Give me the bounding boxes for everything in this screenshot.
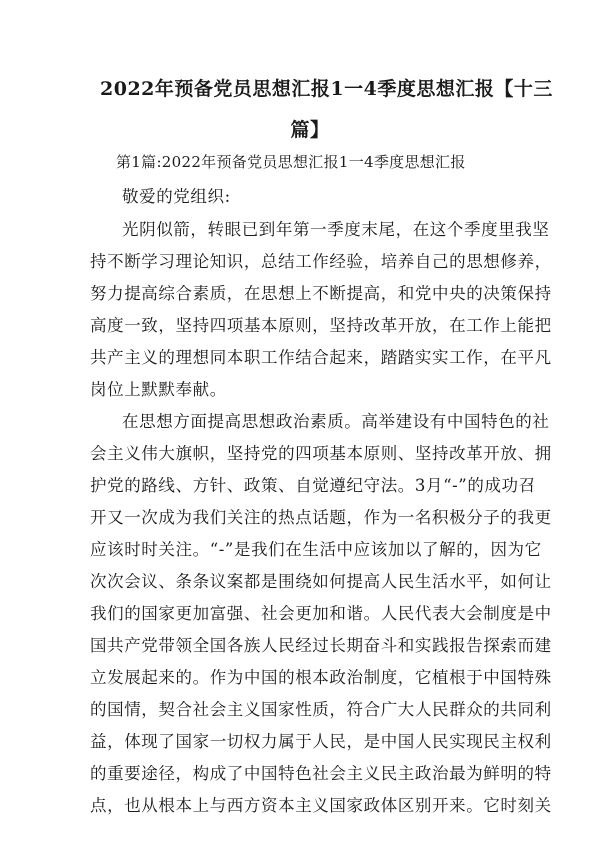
body-line: 岗位上默默奉献。 (90, 380, 227, 399)
body-line: 的重要途径，构成了中国特色社会主义民主政治最为鲜明的特 (90, 764, 552, 783)
body-line: 会主义伟大旗帜，坚持党的四项基本原则、坚持改革开放、拥 (90, 444, 552, 463)
body-line: 应该时时关注。“-”是我们在生活中应该加以了解的，因为它 (90, 540, 542, 559)
body-line: 点，也从根本上与西方资本主义国家政体区别开来。它时刻关 (90, 796, 552, 815)
body-line: 高度一致，坚持四项基本原则，坚持改革开放，在工作上能把 (90, 316, 552, 335)
body-line: 努力提高综合素质，在思想上不断提高，和党中央的决策保持 (90, 284, 552, 303)
document-title-line-2: 篇】 (290, 119, 330, 141)
article-subtitle: 第1篇:2022年预备党员思想汇报1一4季度思想汇报 (116, 153, 466, 171)
body-line: 护党的路线、方针、政策、自觉遵纪守法。3月“-”的成功召 (90, 476, 536, 495)
body-line: 立发展起来的。作为中国的根本政治制度，它植根于中国特殊 (90, 668, 552, 687)
body-line: 开又一次成为我们关注的热点话题，作为一名积极分子的我更 (90, 508, 552, 527)
body-line: 益，体现了国家一切权力属于人民，是中国人民实现民主权利 (90, 732, 552, 751)
salutation: 敬爱的党组织: (122, 187, 231, 206)
body-line: 持不断学习理论知识，总结工作经验，培养自己的思想修养， (90, 252, 552, 271)
body-line: 次次会议、条条议案都是围绕如何提高人民生活水平，如何让 (90, 572, 552, 591)
body-line: 在思想方面提高思想政治素质。高举建设有中国特色的社 (122, 412, 550, 431)
body-line: 共产主义的理想同本职工作结合起来，踏踏实实工作，在平凡 (90, 348, 552, 367)
body-line: 的国情，契合社会主义国家性质，符合广大人民群众的共同利 (90, 700, 552, 719)
body-line: 国共产党带领全国各族人民经过长期奋斗和实践报告探索而建 (90, 636, 552, 655)
body-line: 我们的国家更加富强、社会更加和谐。人民代表大会制度是中 (90, 604, 552, 623)
body-line: 光阴似箭，转眼已到年第一季度末尾，在这个季度里我坚 (122, 220, 550, 239)
document-title-line-1: 2022年预备党员思想汇报1一4季度思想汇报【十三 (100, 78, 553, 100)
